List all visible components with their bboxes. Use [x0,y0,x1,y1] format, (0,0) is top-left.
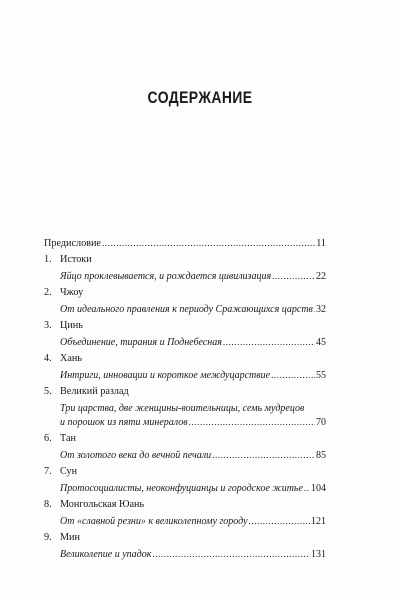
chapter-subtitle: Протосоциалисты, неоконфуцианцы и городское житье [60,483,303,494]
chapter-subtitle: От золотого века до вечной печали [60,450,212,461]
chapter-subtitle: От идеального правления к периоду Сражающихся царств [60,304,313,315]
chapter-subtitle: Объединение, тирания и Поднебесная [60,337,222,348]
dot-leader [271,369,315,382]
dot-leader [249,515,310,528]
toc-page-number: 121 [311,516,326,527]
toc-subtitle-row [44,398,326,415]
toc-page-number: 32 [316,304,326,315]
toc-chapter-row [44,528,326,544]
toc-page-number: 45 [316,337,326,348]
toc-subtitle-row [44,544,326,561]
chapter-title: Цинь [60,320,83,331]
toc-subtitle-row [44,478,326,495]
chapter-number: 8. [44,499,52,510]
toc-subtitle-row [44,332,326,349]
dot-leader [223,336,315,349]
chapter-number: 9. [44,532,52,543]
chapter-title: Истоки [60,254,92,265]
toc-chapter-row [44,429,326,445]
toc-chapter-row [44,462,326,478]
toc-chapter-row [44,349,326,365]
chapter-title: Монгольская Юань [60,499,145,510]
toc-page-number: 11 [316,238,326,249]
toc-preface-row [44,234,326,250]
toc-chapter-row [44,316,326,332]
toc-entry-title: Предисловие [44,238,101,249]
chapter-title: Сун [60,466,78,477]
dot-leader [272,270,315,283]
toc-page-number: 85 [316,450,326,461]
dot-leader [212,449,315,462]
chapter-number: 6. [44,433,52,444]
toc-page-number: 55 [316,370,326,381]
chapter-title: Хань [60,353,82,364]
chapter-number: 5. [44,386,52,397]
chapter-number: 4. [44,353,52,364]
toc-chapter-row [44,495,326,511]
chapter-subtitle: От «славной резни» к великолепному городу [60,516,248,527]
toc-subtitle-row [44,266,326,283]
toc-subtitle-row-continued [44,415,326,429]
toc-page-number: 131 [311,549,326,560]
dot-leader [152,548,310,561]
dot-leader [314,303,315,316]
table-of-contents [44,234,326,561]
chapter-number: 3. [44,320,52,331]
chapter-number: 2. [44,287,52,298]
toc-page-number: 104 [311,483,326,494]
chapter-subtitle: Великолепие и упадок [60,549,152,560]
toc-page-number: 70 [316,417,326,428]
toc-subtitle-row [44,299,326,316]
dot-leader [304,482,310,495]
chapter-subtitle: Три царства, две женщины-воительницы, семь мудрецов [60,403,305,414]
chapter-subtitle: Интриги, инновации и короткое междуцарствие [60,370,271,381]
page-heading: СОДЕРЖАНИЕ [147,88,253,107]
chapter-title: Мин [60,532,80,543]
chapter-subtitle: и порошок из пяти минералов [60,417,188,428]
dot-leader [189,416,315,429]
chapter-title: Тан [60,433,76,444]
chapter-title: Чжоу [60,287,84,298]
toc-subtitle-row [44,445,326,462]
toc-chapter-row [44,250,326,266]
dot-leader [102,237,315,250]
toc-chapter-row [44,283,326,299]
toc-subtitle-row [44,365,326,382]
chapter-number: 1. [44,254,52,265]
toc-chapter-row [44,382,326,398]
chapter-title: Великий разлад [60,386,129,397]
chapter-subtitle: Яйцо проклевывается, и рождается цивилизация [60,271,272,282]
toc-page-number: 22 [316,271,326,282]
toc-subtitle-row [44,511,326,528]
chapter-number: 7. [44,466,52,477]
